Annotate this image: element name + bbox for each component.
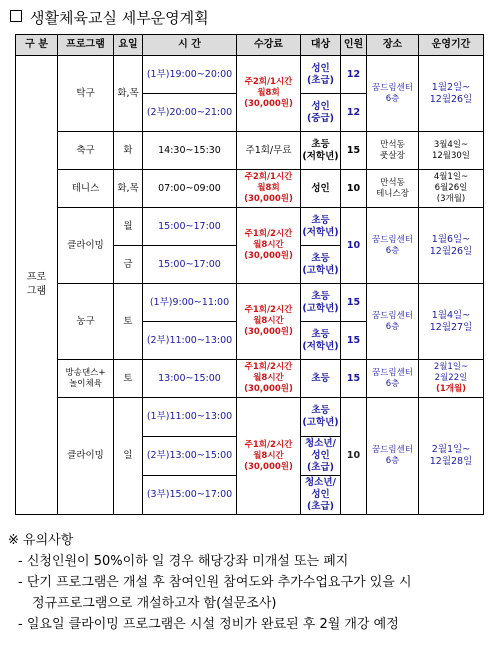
time-cell: (1부)9:00~11:00 <box>143 284 237 322</box>
target-cell: 초등 (고학년) <box>301 398 341 437</box>
period-cell: 1월4일~ 12월27일 <box>419 284 484 360</box>
period-cell: 2월1일~ 12월28일 <box>419 398 484 515</box>
count-cell: 10 <box>341 398 367 515</box>
title-text: 생활체육교실 세부운영계획 <box>30 9 209 27</box>
time-cell: (2부)11:00~13:00 <box>143 322 237 360</box>
note-item: - 신청인원이 50%이하 일 경우 해당강좌 미개설 또는 폐지 <box>18 554 349 569</box>
target-cell: 초등 <box>301 360 341 398</box>
period-cell: 1월6일~ 12월26일 <box>419 208 484 284</box>
table-row <box>16 284 484 322</box>
notes-section <box>8 530 498 635</box>
table-row <box>16 398 484 437</box>
time-cell: 15:00~17:00 <box>143 208 237 246</box>
count-cell: 10 <box>341 170 367 208</box>
header-program: 프로그램 <box>58 35 114 56</box>
table-row <box>16 360 484 398</box>
table-row <box>16 132 484 170</box>
program-cell: 클라이밍 <box>58 208 114 284</box>
place-cell: 만석동 풋살장 <box>367 132 419 170</box>
program-cell: 방송댄스+ 놀이체육 <box>58 360 114 398</box>
header-row <box>16 35 484 56</box>
program-cell: 테니스 <box>58 170 114 208</box>
header-period: 운영기간 <box>419 35 484 56</box>
place-cell: 꿈드림센터 6층 <box>367 360 419 398</box>
target-cell: 초등 (저학년) <box>301 208 341 246</box>
category-cell: 프로 그램 <box>16 56 58 515</box>
place-cell: 꿈드림센터 6층 <box>367 208 419 284</box>
fee-cell: 주1회/무료 <box>237 132 301 170</box>
period-cell: 1월2일~ 12월26일 <box>419 56 484 132</box>
table-row <box>16 56 484 94</box>
target-cell: 초등 (저학년) <box>301 132 341 170</box>
fee-cell: 주1회/2시간 월8시간 (30,000원) <box>237 360 301 398</box>
fee-cell: 주1회/2시간 월8시간 (30,000원) <box>237 398 301 515</box>
note-item-continued: 정규프로그램으로 개설하고자 함(설문조사) <box>32 596 277 611</box>
time-cell: 14:30~15:30 <box>143 132 237 170</box>
count-cell: 15 <box>341 132 367 170</box>
note-item: - 단기 프로그램은 개설 후 참여인원 참여도와 추가수업요구가 있을 시 <box>18 575 412 590</box>
time-cell: (3부)15:00~17:00 <box>143 476 237 515</box>
page-title <box>10 8 209 28</box>
count-cell: 15 <box>341 360 367 398</box>
time-cell: (1부)19:00~20:00 <box>143 56 237 94</box>
target-cell: 성인 (초급) <box>301 56 341 94</box>
time-cell: 13:00~15:00 <box>143 360 237 398</box>
day-cell: 화,목 <box>114 170 143 208</box>
header-time: 시 간 <box>143 35 237 56</box>
target-cell: 초등 (고학년) <box>301 284 341 322</box>
fee-cell: 주1회/2시간 월8시간 (30,000원) <box>237 208 301 284</box>
program-cell: 농구 <box>58 284 114 360</box>
place-cell: 꿈드림센터 6층 <box>367 398 419 515</box>
target-cell: 성인 <box>301 170 341 208</box>
day-cell: 화,목 <box>114 56 143 132</box>
program-cell: 축구 <box>58 132 114 170</box>
day-cell: 금 <box>114 246 143 284</box>
target-cell: 성인 (중급) <box>301 94 341 132</box>
table-row <box>16 170 484 208</box>
count-cell: 12 <box>341 56 367 94</box>
place-cell: 꿈드림센터 6층 <box>367 284 419 360</box>
count-cell: 15 <box>341 322 367 360</box>
target-cell: 청소년/ 성인 (초급) <box>301 476 341 515</box>
checkbox-square-icon <box>10 10 22 22</box>
fee-cell: 주1회/2시간 월8시간 (30,000원) <box>237 284 301 360</box>
header-place: 장소 <box>367 35 419 56</box>
header-fee: 수강료 <box>237 35 301 56</box>
header-category: 구 분 <box>16 35 58 56</box>
time-cell: 07:00~09:00 <box>143 170 237 208</box>
day-cell: 토 <box>114 284 143 360</box>
count-cell: 15 <box>341 284 367 322</box>
time-cell: (2부)13:00~15:00 <box>143 437 237 476</box>
place-cell: 꿈드림센터 6층 <box>367 56 419 132</box>
table-row <box>16 208 484 246</box>
program-cell: 클라이밍 <box>58 398 114 515</box>
program-cell: 탁구 <box>58 56 114 132</box>
time-cell: (1부)11:00~13:00 <box>143 398 237 437</box>
fee-cell: 주2회/1시간 월8회 (30,000원) <box>237 170 301 208</box>
count-cell: 10 <box>341 208 367 284</box>
target-cell: 초등 (고학년) <box>301 246 341 284</box>
period-cell: 3월4일~ 12월30일 <box>419 132 484 170</box>
target-cell: 초등 (저학년) <box>301 322 341 360</box>
fee-cell: 주2회/1시간 월8회 (30,000원) <box>237 56 301 132</box>
target-cell: 청소년/ 성인 (초급) <box>301 437 341 476</box>
header-day: 요일 <box>114 35 143 56</box>
header-count: 인원 <box>341 35 367 56</box>
place-cell: 만석동 테니스장 <box>367 170 419 208</box>
period-cell: 4월1일~ 6월26일 (3개월) <box>419 170 484 208</box>
note-item: - 일요일 클라이밍 프로그램은 시설 정비가 완료된 후 2월 개강 예정 <box>18 617 399 632</box>
schedule-table <box>15 34 484 515</box>
header-target: 대상 <box>301 35 341 56</box>
day-cell: 토 <box>114 360 143 398</box>
count-cell: 12 <box>341 94 367 132</box>
period-cell: 2월1일~ 2월22일 (1개월) <box>419 360 484 398</box>
notes-heading: ※ 유의사항 <box>8 533 74 548</box>
day-cell: 월 <box>114 208 143 246</box>
time-cell: 15:00~17:00 <box>143 246 237 284</box>
day-cell: 화 <box>114 132 143 170</box>
day-cell: 일 <box>114 398 143 515</box>
time-cell: (2부)20:00~21:00 <box>143 94 237 132</box>
